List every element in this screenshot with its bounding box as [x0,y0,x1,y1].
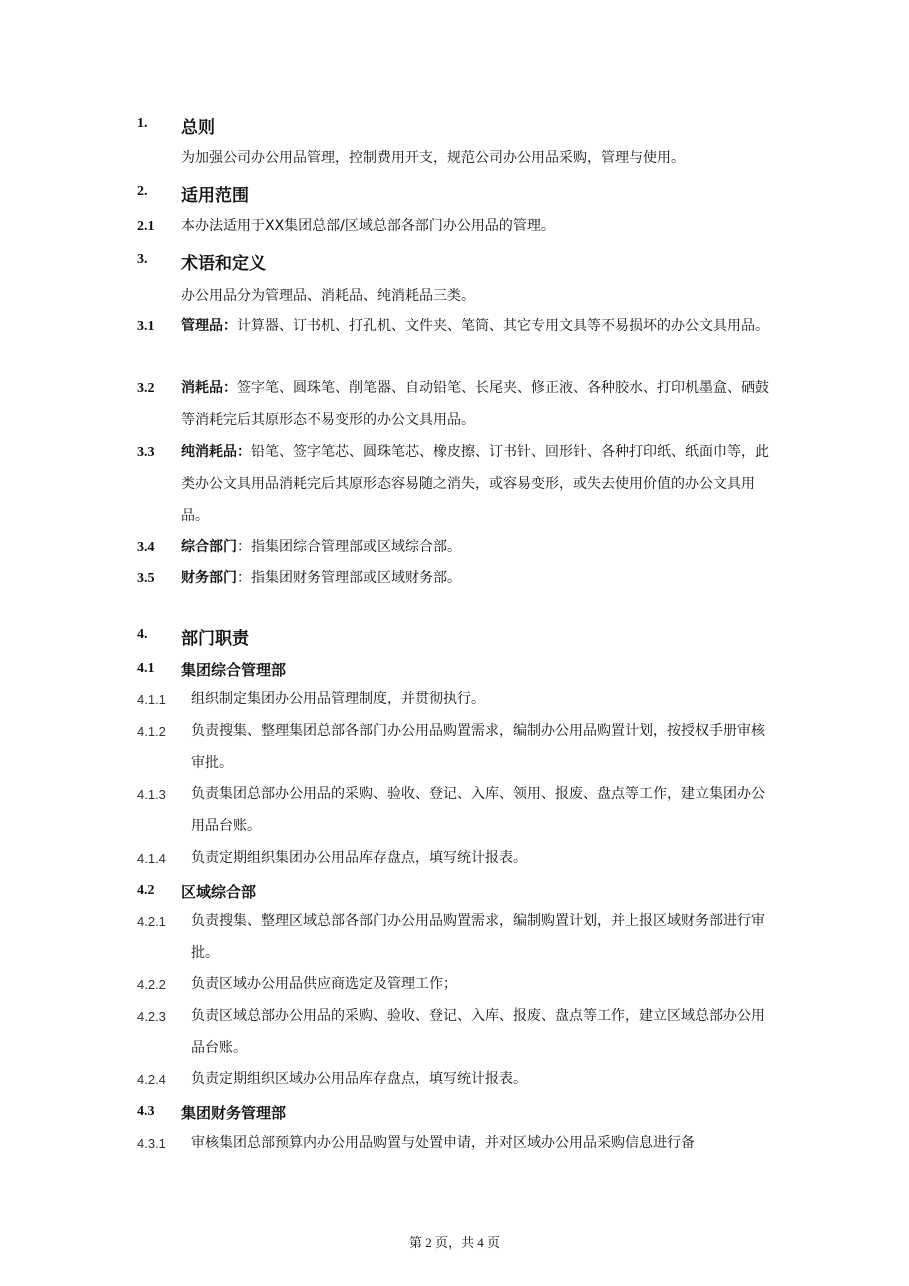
section-title: 部门职责 [181,629,249,649]
subsection-title: 集团财务管理部 [181,1104,287,1122]
item-number: 3.2 [137,381,155,396]
subsection-title: 集团综合管理部 [181,661,287,679]
item-number: 3.5 [137,571,155,586]
page-footer: 第 2 页，共 4 页 [408,1235,500,1250]
paragraph: 办公用品分为管理品、消耗品、纯消耗品三类。 [181,288,475,304]
item-number: 2.1 [137,219,155,234]
definition-text: 计算器、订书机、打孔机、文件夹、笔筒、其它专用文具等不易损坏的办公文具用品。 [237,318,769,334]
term: 综合部门 [181,539,237,555]
paragraph: 负责集团总部办公用品的采购、验收、登记、入库、领用、报废、盘点等工作，建立集团办公用品台账。 [191,786,765,834]
definition-text: ：指集团综合管理部或区域综合部。 [237,539,461,555]
paragraph: 负责定期组织区域办公用品库存盘点，填写统计报表。 [191,1071,527,1087]
section-number: 4. [137,627,148,642]
term: 财务部门 [181,570,237,586]
definition-item [181,310,773,342]
section-number: 2. [137,184,148,199]
item-number: 4.2.4 [137,1072,166,1087]
definition-text: 签字笔、圆珠笔、削笔器、自动铅笔、长尾夹、修正液、各种胶水、打印机墨盒、硒鼓等消耗完后其原形态不易变形的办公文具用品。 [181,380,769,428]
definition-item [181,531,773,563]
item-number: 4.2.3 [137,1009,166,1024]
subsection-number: 4.2 [137,883,155,898]
paragraph: 本办法适用于XX集团总部/区域总部各部门办公用品的管理。 [181,218,555,234]
definition-item [181,372,773,436]
paragraph: 负责区域办公用品供应商选定及管理工作； [191,976,457,992]
subsection-title: 区域综合部 [181,883,257,901]
item-number: 4.2.2 [137,977,166,992]
definition-text: 铅笔、签字笔芯、圆珠笔芯、橡皮擦、订书针、回形针、各种打印纸、纸面巾等，此类办公文具用品消耗完后其原形态容易随之消失，或容易变形，或失去使用价值的办公文具用品。 [181,444,769,524]
paragraph: 负责搜集、整理集团总部各部门办公用品购置需求，编制办公用品购置计划，按授权手册审核审批。 [191,723,765,771]
subsection-number: 4.3 [137,1104,155,1119]
term: 管理品： [181,318,237,334]
item-number: 4.3.1 [137,1136,166,1151]
section-number: 1. [137,116,148,131]
item-number: 3.4 [137,540,155,555]
item-number: 3.1 [137,319,155,334]
section-title: 总则 [181,118,215,138]
item-number: 4.1.3 [137,787,166,802]
term: 纯消耗品： [181,444,251,460]
section-title: 适用范围 [181,186,249,206]
paragraph: 负责搜集、整理区域总部各部门办公用品购置需求，编制购置计划，并上报区域财务部进行审批。 [191,913,765,961]
item-number: 4.1.2 [137,724,166,739]
paragraph: 审核集团总部预算内办公用品购置与处置申请，并对区域办公用品采购信息进行备 [191,1135,695,1151]
paragraph: 负责定期组织集团办公用品库存盘点，填写统计报表。 [191,850,527,866]
item-number: 4.2.1 [137,914,166,929]
paragraph: 组织制定集团办公用品管理制度，并贯彻执行。 [191,691,485,707]
section-title: 术语和定义 [181,254,266,274]
definition-text: ：指集团财务管理部或区域财务部。 [237,570,461,586]
item-number: 3.3 [137,445,155,460]
item-number: 4.1.1 [137,692,166,707]
paragraph: 为加强公司办公用品管理，控制费用开支，规范公司办公用品采购，管理与使用。 [181,150,685,166]
item-number: 4.1.4 [137,851,166,866]
section-number: 3. [137,252,148,267]
subsection-number: 4.1 [137,661,155,676]
definition-item [181,436,773,532]
paragraph: 负责区域总部办公用品的采购、验收、登记、入库、报废、盘点等工作，建立区域总部办公用品台账。 [191,1008,765,1056]
term: 消耗品： [181,380,237,396]
definition-item [181,562,773,594]
